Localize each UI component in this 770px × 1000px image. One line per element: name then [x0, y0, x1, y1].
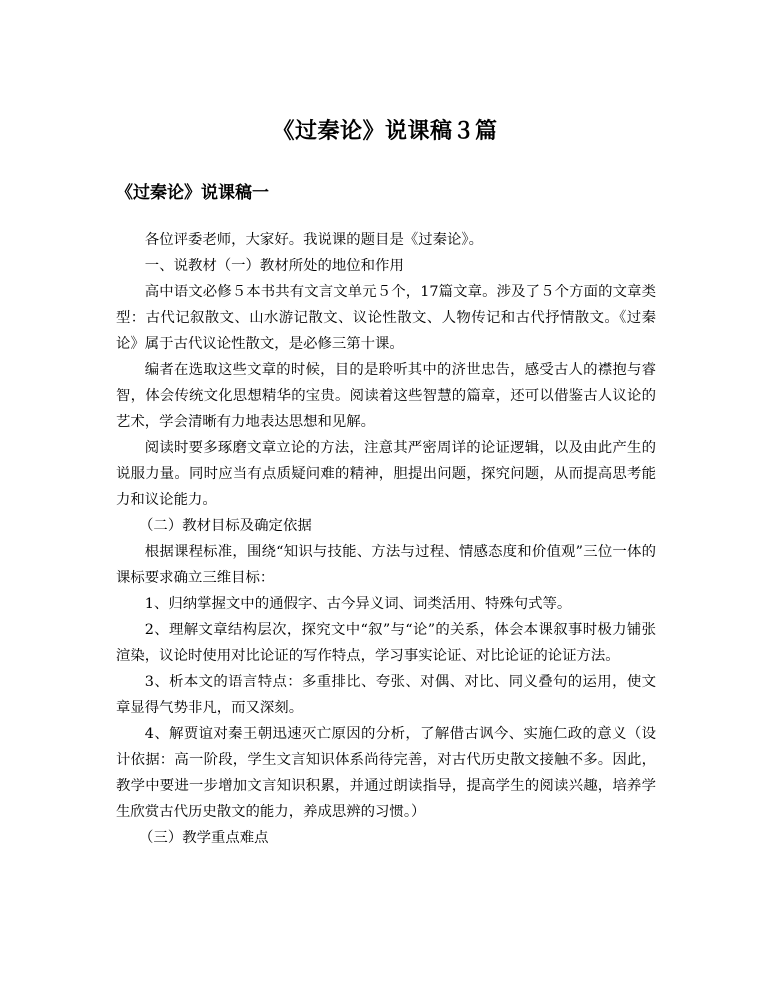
paragraph: 2、理解文章结构层次，探究文中“叙”与“论”的关系，体会本课叙事时极力铺张渲染，议论时使用对比论证的写作特点，学习事实论证、对比论证的论证方法。 [116, 622, 656, 664]
paragraph: （三）教学重点难点 [139, 830, 269, 846]
document-body [116, 227, 656, 851]
paragraph: 3、析本文的语言特点：多重排比、夸张、对偶、对比、同义叠句的运用，使文章显得气势非凡，而又深刻。 [116, 674, 656, 716]
paragraph: 阅读时要多琢磨文章立论的方法，注意其严密周详的论证逻辑，以及由此产生的说服力量。同时应当有点质疑问难的精神，胆提出问题，探究问题，从而提高思考能力和议论能力。 [116, 440, 656, 508]
paragraph: 一、说教材（一）教材所处的地位和作用 [144, 258, 404, 274]
document-title: 《过秦论》说课稿３篇 [272, 118, 498, 144]
paragraph: 根据课程标准，围绕“知识与技能、方法与过程、情感态度和价值观”三位一体的课标要求确立三维目标： [116, 544, 656, 586]
paragraph: 1、归纳掌握文中的通假字、古今异义词、词类活用、特殊句式等。 [144, 596, 572, 612]
paragraph: 编者在选取这些文章的时候，目的是聆听其中的济世忠告，感受古人的襟抱与睿智，体会传统文化思想精华的宝贵。阅读着这些智慧的篇章，还可以借鉴古人议论的艺术，学会清晰有力地表达思想和见解。 [116, 362, 656, 430]
paragraph: 高中语文必修５本书共有文言文单元５个，17篇文章。涉及了５个方面的文章类型：古代记叙散文、山水游记散文、议论性散文、人物传记和古代抒情散文。《过秦论》属于古代议论性散文，是必修三第十课。 [116, 284, 656, 352]
paragraph: （二）教材目标及确定依据 [139, 518, 312, 534]
paragraph: 各位评委老师，大家好。我说课的题目是《过秦论》。 [144, 232, 483, 248]
paragraph: 4、解贾谊对秦王朝迅速灭亡原因的分析，了解借古讽今、实施仁政的意义（设计依据：高一阶段，学生文言知识体系尚待完善，对古代历史散文接触不多。因此，教学中要进一步增加文言知识积累，并通过朗读指导，提高学生的阅读兴趣，培养学生欣赏古代历史散文的能力，养成思辨的习惯。） [116, 726, 656, 820]
section-title: 《过秦论》说课稿一 [116, 183, 269, 203]
